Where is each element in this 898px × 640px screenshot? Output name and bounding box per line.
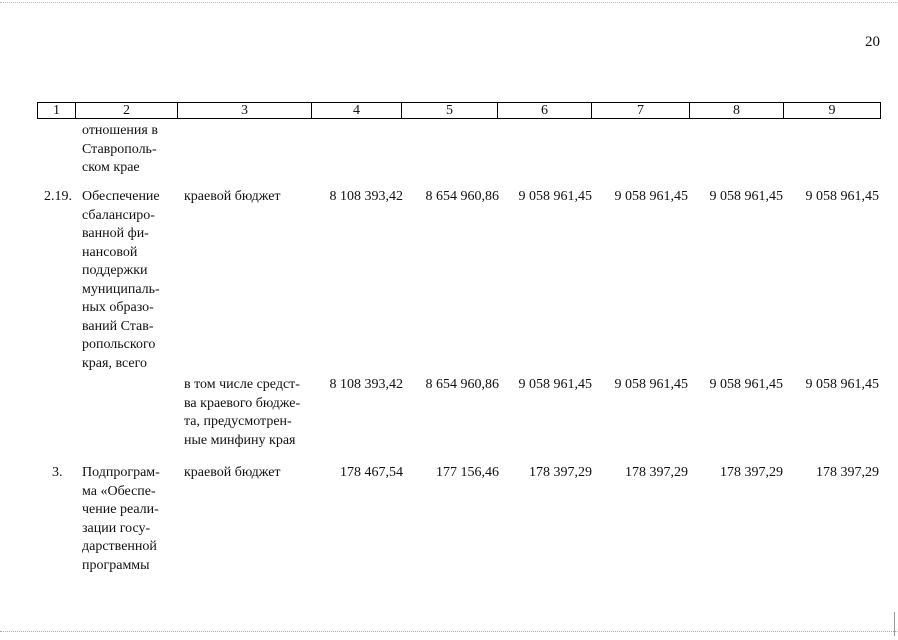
name-line: отношения в [82, 123, 158, 138]
value-col-8: 178 397,29 [720, 465, 783, 480]
name-line: поддержки [82, 263, 148, 278]
row-name [82, 188, 168, 373]
row-source [184, 464, 308, 483]
source-line: краевой бюджет [184, 189, 281, 204]
value-col-6: 9 058 961,45 [518, 377, 592, 392]
name-line: ваний Став- [82, 318, 154, 334]
value-col-5: 8 654 960,86 [425, 189, 499, 204]
header-cell-5: 5 [402, 103, 498, 118]
value-col-4: 8 108 393,42 [329, 189, 403, 204]
name-line: зации госу- [82, 520, 151, 536]
header-cell-9: 9 [828, 103, 836, 118]
source-line: ва краевого бюдже- [184, 395, 301, 411]
row-index: 3. [52, 465, 63, 480]
header-cell-1: 1 [38, 103, 76, 118]
page-edge-right [894, 612, 895, 636]
value-col-8: 9 058 961,45 [709, 189, 783, 204]
name-line: сбалансиро- [82, 207, 155, 223]
header-cell-7: 7 [592, 103, 690, 118]
name-line: дарственной [82, 539, 157, 554]
value-col-7: 9 058 961,45 [614, 377, 688, 392]
page-number: 20 [865, 34, 880, 50]
value-col-6: 178 397,29 [529, 465, 592, 480]
value-col-5: 177 156,46 [436, 465, 499, 480]
source-line: краевой бюджет [184, 465, 281, 480]
value-col-8: 9 058 961,45 [709, 377, 783, 392]
value-col-5: 8 654 960,86 [425, 377, 499, 392]
name-line: Ставрополь- [82, 141, 157, 157]
header-cell-2: 2 [76, 103, 178, 118]
name-line: ванной фи- [82, 226, 149, 241]
value-col-4: 178 467,54 [340, 465, 403, 480]
row-index: 2.19. [44, 189, 72, 204]
name-line: края, всего [82, 355, 147, 371]
table-header-row [37, 102, 881, 119]
header-cell-4: 4 [312, 103, 402, 118]
name-line: Обеспечение [82, 189, 160, 204]
value-col-4: 8 108 393,42 [329, 377, 403, 392]
source-line: ные минфину края [184, 432, 296, 448]
name-line: ных образо- [82, 300, 154, 315]
name-line: Подпрограм- [82, 465, 160, 480]
header-cell-8: 8 [690, 103, 784, 118]
header-cell-6: 6 [498, 103, 592, 118]
value-col-9: 9 058 961,45 [805, 377, 879, 392]
row-source [184, 188, 308, 207]
page-edge-top [0, 2, 898, 3]
value-col-9: 9 058 961,45 [805, 189, 879, 204]
name-line: ском крае [82, 160, 140, 175]
source-line: в том числе средст- [184, 377, 300, 392]
row-name [82, 464, 168, 575]
name-line: муниципаль- [82, 281, 160, 297]
name-line: ма «Обеспе- [82, 483, 156, 499]
header-cell-3: 3 [178, 103, 312, 118]
value-col-6: 9 058 961,45 [518, 189, 592, 204]
name-line: программы [82, 557, 150, 573]
name-line: чение реали- [82, 502, 159, 517]
name-line: ропольского [82, 337, 156, 352]
row-source [184, 376, 308, 450]
table-row-continuation-name [82, 122, 168, 178]
page-edge-bottom [0, 631, 898, 632]
value-col-7: 178 397,29 [625, 465, 688, 480]
name-line: нансовой [82, 244, 138, 260]
source-line: та, предусмотрен- [184, 414, 292, 429]
value-col-7: 9 058 961,45 [614, 189, 688, 204]
value-col-9: 178 397,29 [816, 465, 879, 480]
